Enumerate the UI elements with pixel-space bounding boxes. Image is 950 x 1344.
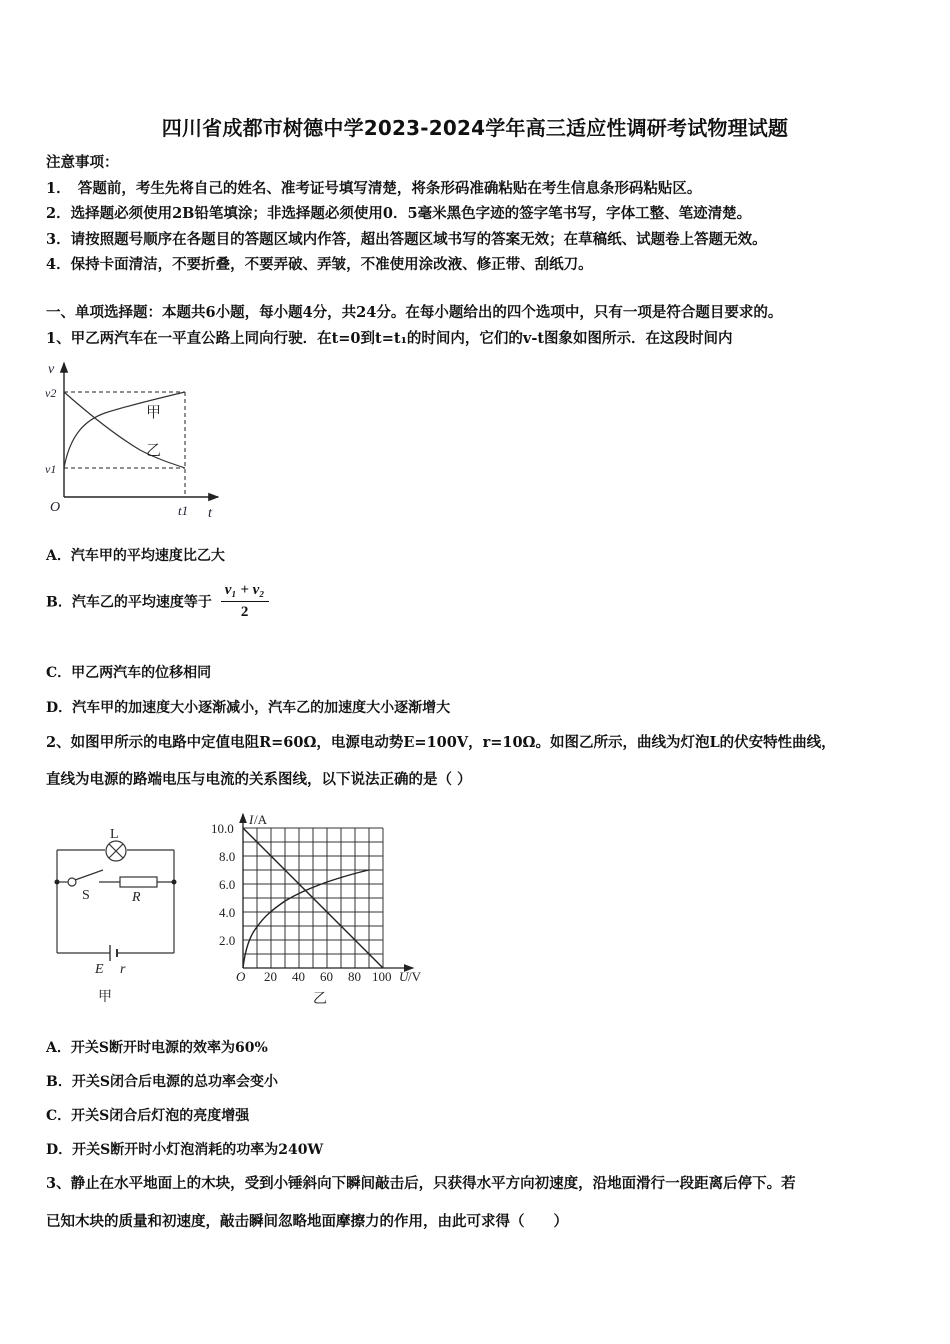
tick-v1: v1 — [45, 462, 57, 476]
notice-item: 3．请按照题号顺序在各题目的答题区域内作答，超出答题区域书写的答案无效；在草稿纸、试题卷上答题无效。 — [46, 231, 767, 248]
section-heading: 一、单项选择题：本题共6小题，每小题4分，共24分。在每小题给出的四个选项中，只有一项是符合题目要求的。 — [46, 304, 783, 321]
svg-text:2.0: 2.0 — [219, 933, 236, 948]
label-jia: 甲 — [146, 405, 162, 421]
label-internal: r — [120, 962, 126, 977]
question-2-stem-line2: 直线为电源的路端电压与电流的关系图线，以下说法正确的是（ ） — [46, 771, 472, 788]
circuit-diagram — [40, 815, 200, 1010]
question-2-stem-line1: 2、如图甲所示的电路中定值电阻R=60Ω，电源电动势E=100V，r=10Ω。如图乙所示，曲线为灯泡L的伏安特性曲线， — [46, 734, 836, 751]
svg-text:4.0: 4.0 — [219, 905, 236, 920]
svg-text:O: O — [236, 969, 246, 984]
label-resistor: R — [132, 890, 141, 905]
page-title: 四川省成都市树德中学2023-2024学年高三适应性调研考试物理试题 — [161, 116, 789, 140]
tick-v2: v2 — [45, 386, 57, 400]
axis-label-v: v — [48, 362, 55, 377]
q1-option-b-text: B．汽车乙的平均速度等于 — [46, 594, 212, 611]
origin-label: O — [50, 500, 61, 515]
question-1-stem: 1、甲乙两汽车在一平直公路上同向行驶．在t=0到t=t₁的时间内，它们的v-t图象如图所示．在这段时间内 — [46, 330, 733, 347]
label-switch: S — [82, 888, 90, 903]
label-lamp: L — [110, 827, 119, 842]
svg-text:/A: /A — [254, 812, 267, 827]
q1-option-b[interactable] — [46, 582, 269, 621]
svg-text:40: 40 — [292, 969, 305, 984]
question-3-stem-line2: 已知木块的质量和初速度，敲击瞬间忽略地面摩擦力的作用，由此可求得（ ） — [46, 1213, 568, 1230]
tick-t1: t1 — [178, 503, 189, 518]
axis-label-t: t — [208, 506, 212, 521]
svg-text:20: 20 — [264, 969, 277, 984]
caption-jia: 甲 — [98, 990, 112, 1005]
svg-text:80: 80 — [348, 969, 361, 984]
resistor-icon — [120, 877, 157, 887]
notice-item: 1． 答题前，考生先将自己的姓名、准考证号填写清楚，将条形码准确粘贴在考生信息条形码粘贴区。 — [46, 180, 702, 197]
svg-text:60: 60 — [320, 969, 333, 984]
fraction-numerator: v₁ + v₂ — [221, 582, 269, 602]
caption-yi: 乙 — [313, 992, 327, 1007]
q2-option-a[interactable]: A．开关S断开时电源的效率为60% — [46, 1040, 268, 1056]
curve-yi — [64, 392, 185, 468]
svg-text:/V: /V — [408, 969, 421, 984]
q1-option-c[interactable]: C．甲乙两汽车的位移相同 — [46, 665, 212, 681]
svg-text:100: 100 — [372, 969, 392, 984]
curve-jia — [64, 392, 185, 468]
question-3-stem-line1: 3、静止在水平地面上的木块，受到小锤斜向下瞬间敲击后，只获得水平方向初速度，沿地面滑行一段距离后停下。若 — [46, 1175, 796, 1192]
q2-option-c[interactable]: C．开关S闭合后灯泡的亮度增强 — [46, 1108, 250, 1124]
notice-heading: 注意事项： — [46, 154, 119, 171]
notice-item: 4．保持卡面清洁，不要折叠，不要弄破、弄皱，不准使用涂改液、修正带、刮纸刀。 — [46, 256, 593, 273]
switch-icon — [75, 870, 103, 880]
q2-option-b[interactable]: B．开关S闭合后电源的总功率会变小 — [46, 1074, 278, 1090]
svg-text:U: U — [399, 969, 409, 984]
notice-item: 2．选择题必须使用2B铅笔填涂；非选择题必须使用0．5毫米黑色字迹的签字笔书写，字体工整、笔迹清楚。 — [46, 205, 752, 222]
svg-text:6.0: 6.0 — [219, 877, 236, 892]
svg-text:I: I — [249, 812, 254, 827]
q1-option-a[interactable]: A．汽车甲的平均速度比乙大 — [46, 548, 225, 564]
q2-option-d[interactable]: D．开关S断开时小灯泡消耗的功率为240W — [46, 1142, 324, 1158]
lamp-curve — [243, 870, 369, 968]
iu-graph — [205, 810, 435, 1010]
svg-text:8.0: 8.0 — [219, 849, 236, 864]
svg-text:10.0: 10.0 — [211, 821, 234, 836]
fraction-denominator: 2 — [240, 604, 249, 620]
label-emf: E — [95, 962, 104, 977]
q1-option-d[interactable]: D．汽车甲的加速度大小逐渐减小，汽车乙的加速度大小逐渐增大 — [46, 700, 451, 716]
fraction — [221, 582, 269, 621]
vt-graph — [40, 355, 240, 525]
label-yi: 乙 — [146, 443, 162, 459]
